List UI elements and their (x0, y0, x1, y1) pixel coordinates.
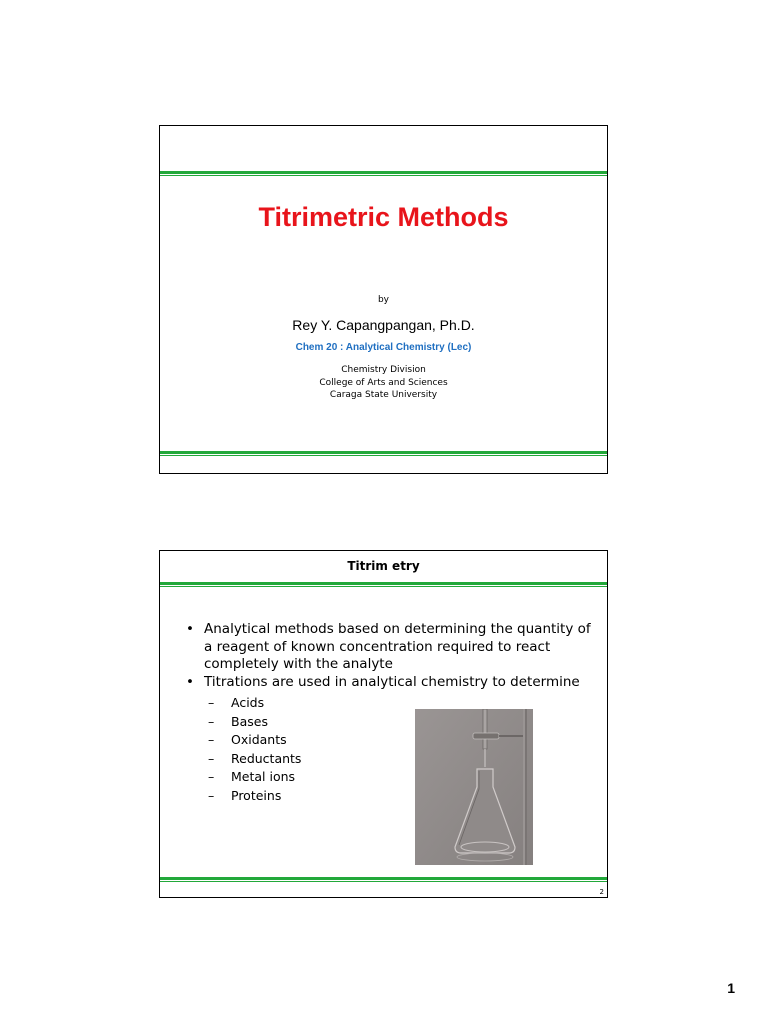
affiliation-line: College of Arts and Sciences (319, 377, 448, 388)
bullet-text: Analytical methods based on determining the quantity of a reagent of known concentration required to react completely with the analyte (204, 621, 591, 672)
author-name: Rey Y. Capangpangan, Ph.D. (292, 317, 475, 333)
top-green-rule (160, 582, 607, 587)
sub-item: – Oxidants (208, 731, 592, 750)
sub-list (204, 694, 592, 806)
bottom-green-rule (160, 451, 607, 456)
by-label: by (377, 295, 390, 305)
slide-number: 2 (599, 888, 604, 896)
sub-item: – Metal ions (208, 768, 592, 787)
titration-flask-photo (415, 709, 533, 865)
course-name: Chem 20 : Analytical Chemistry (Lec) (295, 342, 472, 353)
bullet-item (182, 621, 592, 674)
sub-item: – Acids (208, 694, 592, 713)
sub-item: – Reductants (208, 750, 592, 769)
affiliation (160, 364, 607, 402)
title-slide (159, 125, 608, 474)
slide-title: Titrim etry (347, 559, 420, 573)
affiliation-line: Chemistry Division (341, 365, 426, 375)
bottom-green-rule (160, 877, 607, 882)
titrimetry-slide (159, 550, 608, 898)
bullet-text: Titrations are used in analytical chemistry to determine (204, 673, 580, 690)
page-number: 1 (727, 980, 735, 996)
sub-item: – Proteins (208, 787, 592, 806)
affiliation-line: Caraga State University (329, 390, 438, 400)
top-green-rule (160, 171, 607, 176)
sub-item: – Bases (208, 713, 592, 732)
slide-title: Titrimetric Methods (258, 202, 509, 232)
